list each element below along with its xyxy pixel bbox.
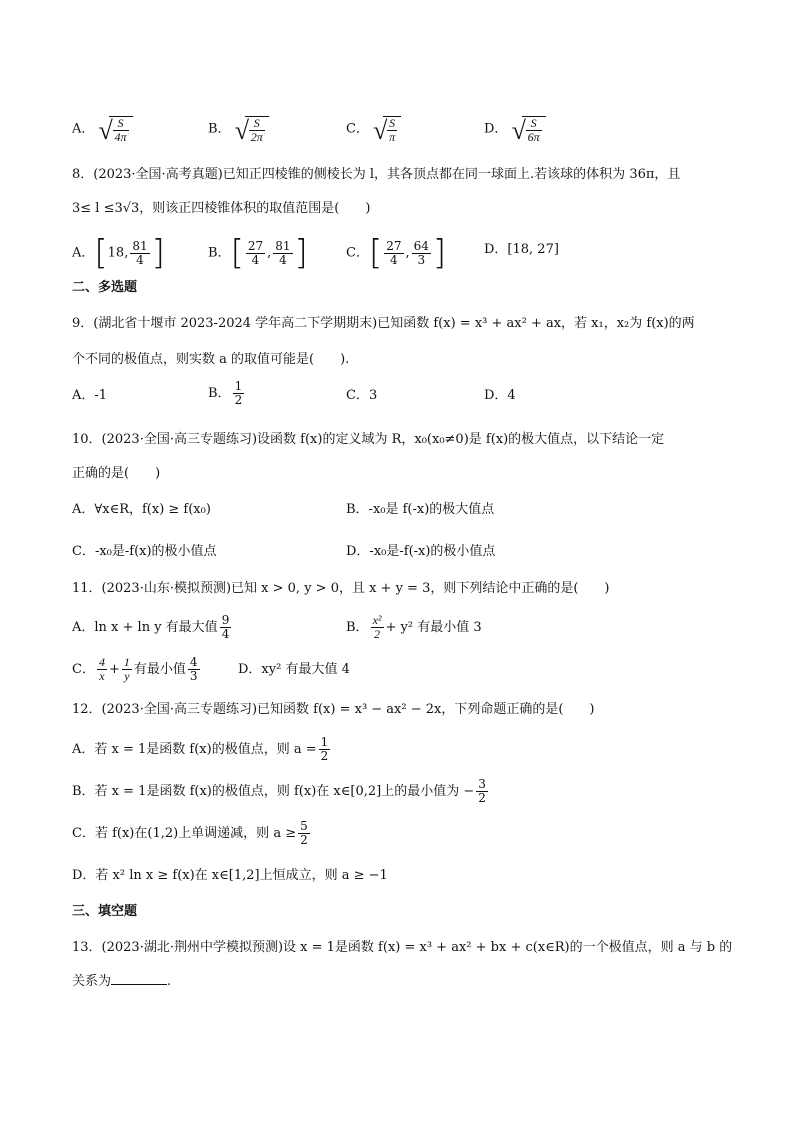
option-letter: A． [72,121,95,137]
q13-stem-line2: 关系为 . [72,974,172,989]
q12-option-c: C．若 f(x)在(1,2)上单调递减，则 a ≥ $\frac{5}{2}$ [72,819,308,847]
q9-option-c: C．3 [346,388,378,403]
q11-option-c: C． $\frac{4}{x}$ + $\frac{1}{y}$ 有最小值 $\frac{4}{3}$ [72,655,198,683]
q10-option-c: C．-x₀是-f(x)的极小值点 [72,544,217,559]
q7-option-c [346,114,401,144]
q8-option-d: D．[18, 27] [484,242,559,257]
q8-option-a: A．[18, $\frac{81}{4}$ ] [72,233,165,273]
q10-option-a: A．∀x∈R，f(x) ≥ f(x₀) [72,502,211,517]
q7-option-a [72,114,133,144]
sqrt-expression: √ $\frac{S}{6\pi}$ [512,114,546,144]
answer-blank[interactable] [111,972,167,985]
sqrt-expression: √ $\frac{S}{2\pi}$ [235,114,269,144]
option-letter: D． [484,121,508,137]
q7-option-b [208,114,269,144]
option-letter: B． [208,121,231,137]
q12-option-a: A．若 x = 1是函数 f(x)的极值点，则 a = $\frac{1}{2}$ [72,735,329,763]
q8-option-b: B．[ $\frac{27}{4}$ , $\frac{81}{4}$ ] [208,233,308,273]
q8-stem-line2: 3≤ l ≤3√3，则该正四棱锥体积的取值范围是( ) [72,201,371,216]
q11-stem: 11．(2023·山东·模拟预测)已知 x > 0, y > 0，且 x + y = 3，则下列结论中正确的是( ) [72,581,610,596]
q10-option-b: B．-x₀是 f(-x)的极大值点 [346,502,495,517]
section-heading-multi-choice: 二、多选题 [72,280,138,295]
q9-option-d: D．4 [484,388,516,403]
q8-stem-line1: 8．(2023·全国·高考真题)已知正四棱锥的侧棱长为 l，其各顶点都在同一球面上.若该球的体积为 36π，且 [72,167,681,182]
sqrt-expression: √ $\frac{S}{4\pi}$ [99,114,133,144]
option-letter: C． [346,121,369,137]
q10-option-d: D．-x₀是-f(-x)的极小值点 [346,544,496,559]
q8-option-c: C．[ $\frac{27}{4}$ , $\frac{64}{3}$ ] [346,233,447,273]
q9-option-a: A．-1 [72,388,108,403]
q10-stem-line1: 10．(2023·全国·高三专题练习)设函数 f(x)的定义域为 R，x₀(x₀≠0)是 f(x)的极大值点，以下结论一定 [72,432,665,447]
q12-option-b: B．若 x = 1是函数 f(x)的极值点，则 f(x)在 x∈[0,2]上的最小值为 − $\frac{3}{2}$ [72,777,486,805]
q11-option-a: A．ln x + ln y 有最大值 $\frac{9}{4}$ [72,613,230,641]
section-heading-fill-blank: 三、填空题 [72,904,138,919]
q9-stem-line2: 个不同的极值点，则实数 a 的取值可能是( ). [72,352,350,367]
q11-option-b: B． $\frac{\text{x²}}{2}$ + y² 有最小值 3 [346,613,482,641]
q9-stem-line1: 9．(湖北省十堰市 2023-2024 学年高二下学期期末)已知函数 f(x) = x³ + ax² + ax，若 x₁，x₂为 f(x)的两 [72,316,695,331]
q12-option-d: D．若 x² ln x ≥ f(x)在 x∈[1,2]上恒成立，则 a ≥ −1 [72,868,388,883]
q13-stem-line1: 13．(2023·湖北·荆州中学模拟预测)设 x = 1是函数 f(x) = x³ + ax² + bx + c(x∈R)的一个极值点，则 a 与 b 的 [72,940,733,955]
q7-option-d [484,114,546,144]
q9-option-b: B． $\frac{1}{2}$ [208,379,243,407]
sqrt-expression: √ $\frac{S}{\pi}$ [373,114,401,144]
q10-stem-line2: 正确的是( ) [72,466,161,481]
q11-option-d: D．xy² 有最大值 4 [238,662,350,677]
q12-stem: 12．(2023·全国·高三专题练习)已知函数 f(x) = x³ − ax² − 2x，下列命题正确的是( ) [72,702,595,717]
